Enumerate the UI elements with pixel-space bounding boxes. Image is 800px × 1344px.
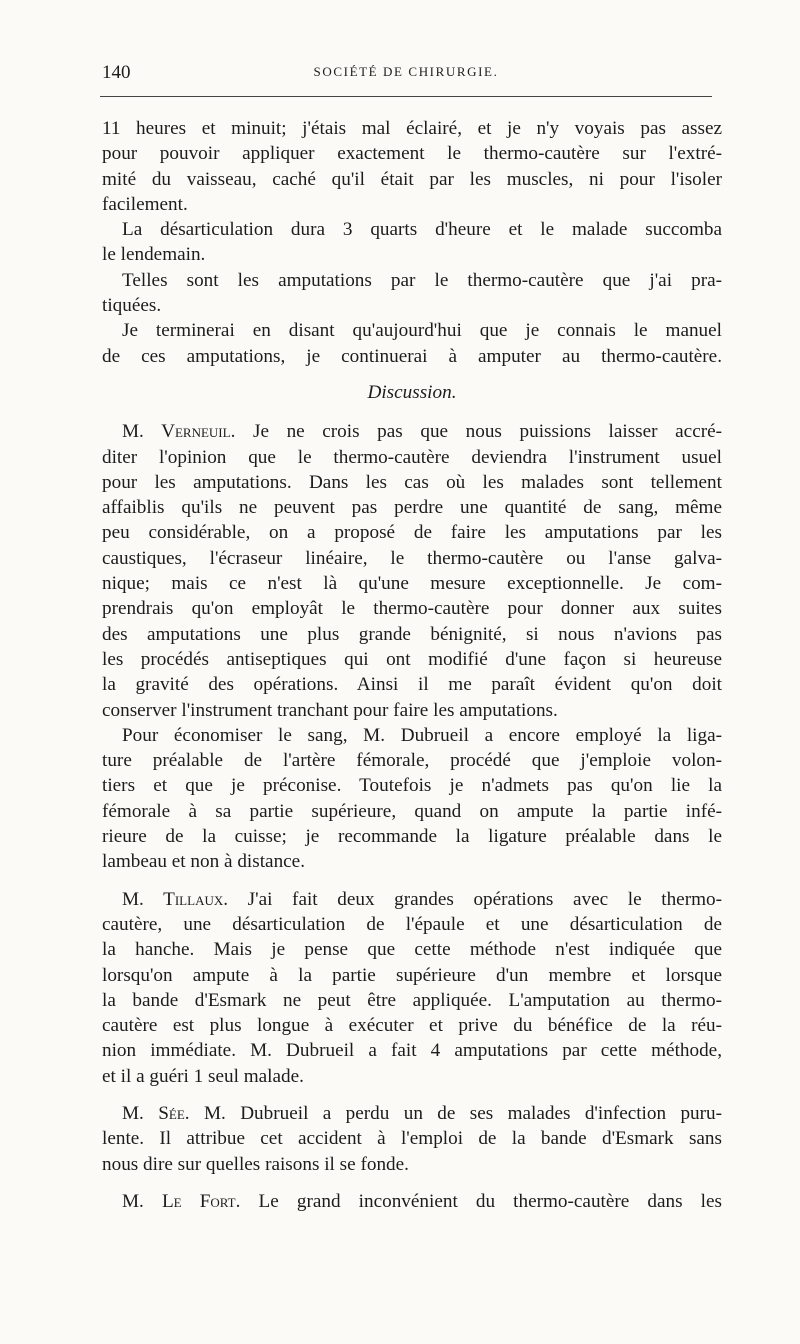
paragraph-group-see — [102, 1101, 722, 1177]
line-text: mité du vaisseau, caché qu'il était par les muscles, ni pour l'isoler — [102, 168, 722, 190]
text-line — [102, 647, 722, 672]
text-line — [102, 988, 722, 1013]
line-text: Le grand inconvénient du thermo-cautère dans les — [258, 1190, 722, 1212]
line-text: caustiques, l'écraseur linéaire, le thermo-cautère ou l'anse galva- — [102, 547, 722, 569]
paragraph-group-tillaux — [102, 887, 722, 1089]
text-line — [102, 698, 722, 723]
line-text: de ces amputations, je continuerai à amputer au thermo-cautère. — [102, 345, 722, 367]
line-text: conserver l'instrument tranchant pour faire les amputations. — [102, 699, 558, 721]
page-header — [100, 62, 712, 86]
page-number: 140 — [102, 62, 131, 83]
text-line — [102, 192, 722, 217]
text-line — [102, 470, 722, 495]
text-line — [102, 217, 722, 242]
speaker-name: M. Verneuil. — [122, 421, 236, 443]
text-line — [102, 672, 722, 697]
line-text: la hanche. Mais je pense que cette méthode n'est indiquée que — [102, 939, 722, 961]
text-line — [102, 963, 722, 988]
line-text: lambeau et non à distance. — [102, 851, 305, 873]
line-text: ture préalable de l'artère fémorale, procédé que j'emploie volon- — [102, 750, 722, 772]
line-text: la bande d'Esmark ne peut être appliquée. L'amputation au thermo- — [102, 989, 722, 1011]
line-text: 11 heures et minuit; j'étais mal éclairé, et je n'y voyais pas assez — [102, 118, 722, 139]
text-line — [102, 419, 722, 444]
text-line — [102, 1013, 722, 1038]
line-text: fémorale à sa partie supérieure, quand on ampute la partie infé- — [102, 800, 722, 822]
text-line — [102, 1064, 722, 1089]
text-line — [102, 1126, 722, 1151]
speaker-name: M. Sée. — [122, 1102, 190, 1124]
line-text: tiquées. — [102, 295, 162, 317]
text-line — [102, 546, 722, 571]
text-line — [102, 116, 722, 141]
text-line — [102, 318, 722, 343]
line-text: nous dire sur quelles raisons il se fonde. — [102, 1153, 409, 1175]
line-text: Pour économiser le sang, M. Dubrueil a encore employé la liga- — [122, 724, 722, 746]
text-line — [102, 1038, 722, 1063]
text-line — [102, 723, 722, 748]
line-text: le lendemain. — [102, 244, 206, 266]
text-line — [102, 520, 722, 545]
line-text: peu considérable, on a proposé de faire les amputations par les — [102, 522, 722, 544]
text-line — [102, 824, 722, 849]
running-title: SOCIÉTÉ DE CHIRURGIE. — [313, 64, 499, 79]
text-line — [102, 1189, 722, 1214]
line-text: pour les amputations. Dans les cas où les malades sont tellement — [102, 471, 722, 493]
text-line — [102, 937, 722, 962]
line-text: lorsqu'on ampute à la partie supérieure d'un membre et lorsque — [102, 964, 722, 986]
line-text: cautère est plus longue à exécuter et prive du bénéfice de la réu- — [102, 1015, 722, 1037]
text-line — [102, 242, 722, 267]
paragraph-group-verneuil — [102, 419, 722, 874]
text-line — [102, 773, 722, 798]
paragraph-group-lefort — [102, 1189, 722, 1214]
line-text: J'ai fait deux grandes opérations avec le thermo- — [247, 888, 722, 910]
line-text: affaiblis qu'ils ne peuvent pas perdre une quantité de sang, même — [102, 497, 722, 519]
text-line — [102, 748, 722, 773]
line-text: Je ne crois pas que nous puissions laisser accré- — [252, 421, 723, 443]
text-line — [102, 167, 722, 192]
line-text: rieure de la cuisse; je recommande la ligature préalable dans le — [102, 826, 722, 848]
text-line — [102, 1152, 722, 1177]
line-text: La désarticulation dura 3 quarts d'heure et le malade succomba — [122, 219, 722, 241]
text-line — [102, 799, 722, 824]
speaker-name: M. Le Fort. — [122, 1190, 241, 1212]
line-text: nion immédiate. M. Dubrueil a fait 4 amputations par cette méthode, — [102, 1040, 722, 1062]
line-text: lente. Il attribue cet accident à l'emploi de la bande d'Esmark sans — [102, 1128, 722, 1150]
line-text: tiers et que je préconise. Toutefois je n'admets pas qu'on lie la — [102, 775, 722, 797]
text-line — [102, 141, 722, 166]
text-line — [102, 596, 722, 621]
line-text: pour pouvoir appliquer exactement le thermo-cautère sur l'extré- — [102, 143, 722, 165]
text-line — [102, 571, 722, 596]
text-line — [102, 495, 722, 520]
text-line — [102, 268, 722, 293]
line-text: la gravité des opérations. Ainsi il me paraît évident qu'on doit — [102, 674, 722, 696]
speaker-name: M. Tillaux. — [122, 888, 229, 910]
section-heading: Discussion. — [367, 381, 457, 403]
line-text: des amputations une plus grande bénignité, si nous n'avions pas — [102, 623, 722, 645]
body-text — [102, 116, 722, 1214]
text-line — [102, 1101, 722, 1126]
line-text: cautère, une désarticulation de l'épaule et une désarticulation de — [102, 913, 722, 935]
text-line — [102, 887, 722, 912]
line-text: diter l'opinion que le thermo-cautère deviendra l'instrument usuel — [102, 446, 722, 468]
line-text: Je terminerai en disant qu'aujourd'hui que je connais le manuel — [122, 320, 722, 342]
paragraph-group-1 — [102, 116, 722, 369]
line-text: prendrais qu'on employât le thermo-cautère pour donner aux suites — [102, 598, 722, 620]
text-line — [102, 445, 722, 470]
text-line — [102, 849, 722, 874]
text-line — [102, 912, 722, 937]
line-text: Telles sont les amputations par le thermo-cautère que j'ai pra- — [122, 269, 722, 291]
line-text: les procédés antiseptiques qui ont modifié d'une façon si heureuse — [102, 648, 722, 670]
line-text: M. Dubrueil a perdu un de ses malades d'infection puru- — [203, 1102, 723, 1124]
line-text: et il a guéri 1 seul malade. — [102, 1065, 304, 1087]
header-rule — [100, 96, 712, 97]
text-line — [102, 293, 722, 318]
line-text: nique; mais ce n'est là qu'une mesure exceptionnelle. Je com- — [102, 573, 722, 595]
text-line — [102, 622, 722, 647]
text-line — [102, 344, 722, 369]
line-text: facilement. — [102, 193, 188, 215]
